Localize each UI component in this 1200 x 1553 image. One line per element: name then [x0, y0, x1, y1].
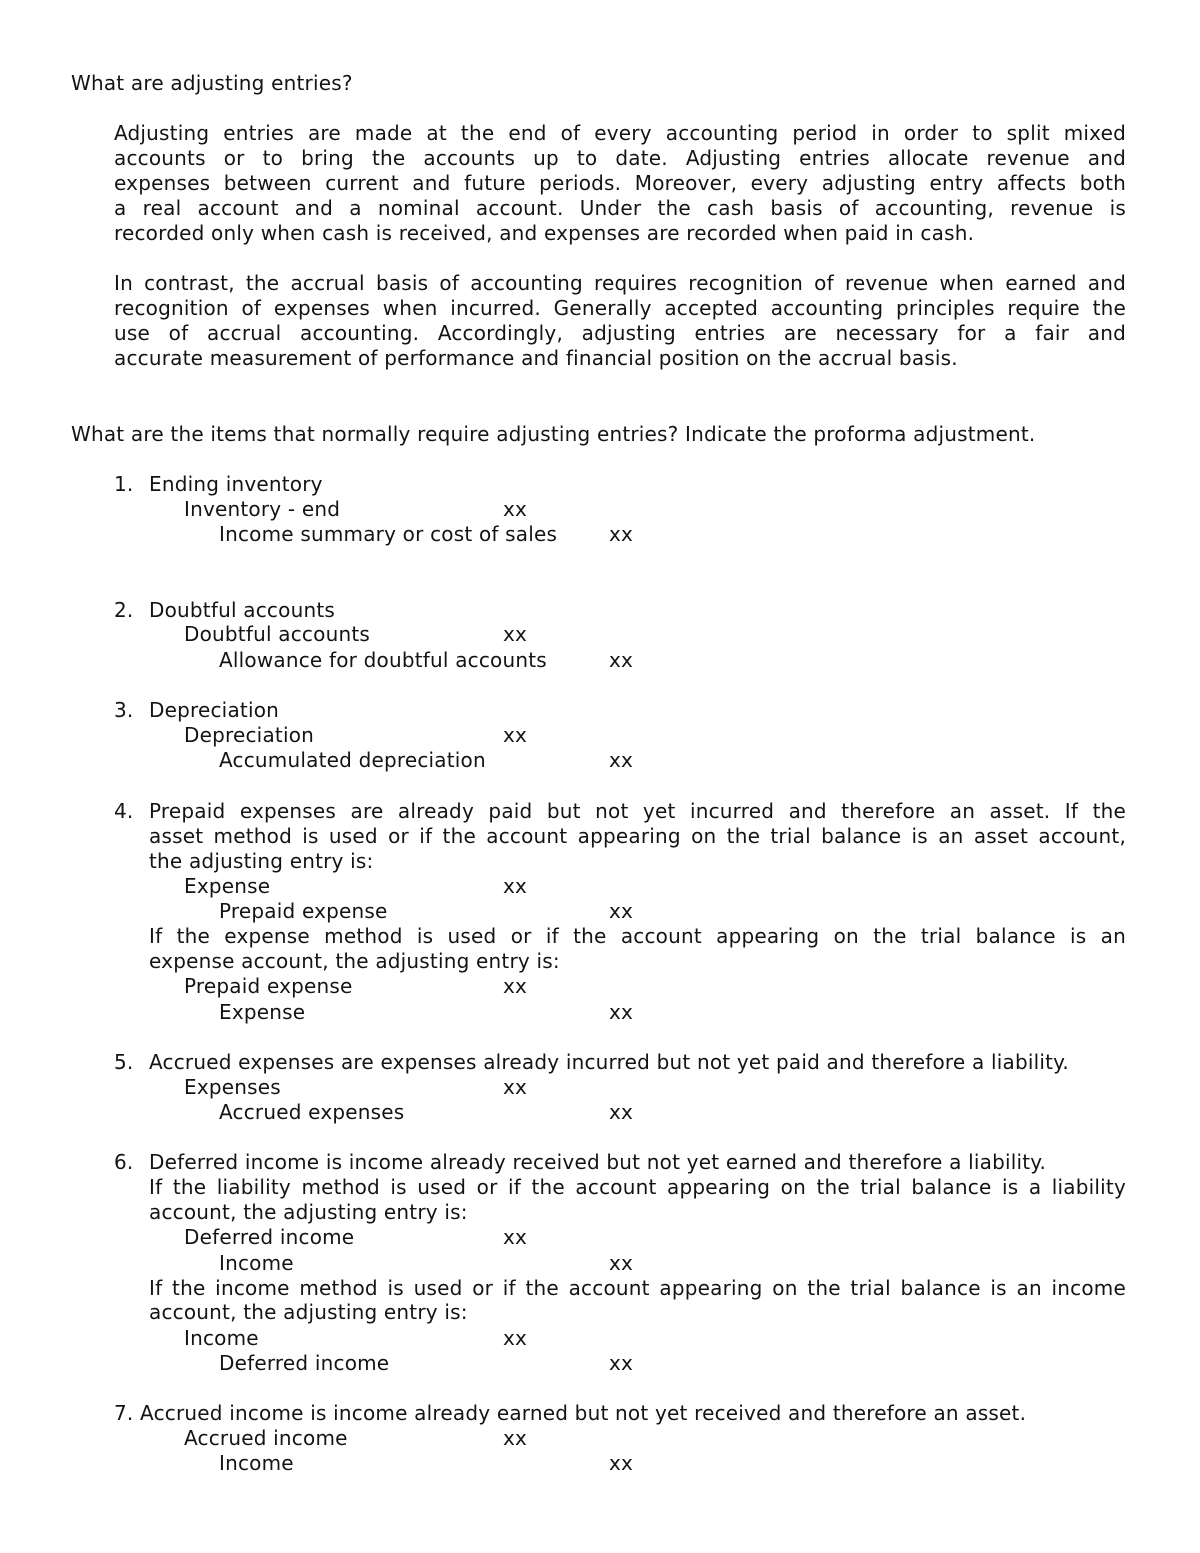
item-4-number: 4.	[114, 799, 134, 823]
item-3-debit-account: Depreciation	[184, 723, 315, 747]
paragraph-2-line: accurate measurement of performance and financial position on the accrual basis.	[114, 346, 958, 370]
item-2-number: 2.	[114, 598, 134, 622]
item-7-credit-account: Income	[219, 1451, 294, 1475]
item-7-debit-account: Accrued income	[184, 1426, 348, 1450]
item-4-text-line: asset method is used or if the account appearing on the trial balance is an asset account,	[149, 824, 1126, 848]
item-6-text-line: If the liability method is used or if the account appearing on the trial balance is a liability	[149, 1175, 1126, 1199]
paragraph-1-line: recorded only when cash is received, and expenses are recorded when paid in cash.	[114, 221, 975, 245]
paragraph-1-line: expenses between current and future periods. Moreover, every adjusting entry affects both	[114, 171, 1126, 195]
paragraph-2-line: recognition of expenses when incurred. Generally accepted accounting principles require the	[114, 296, 1126, 320]
item-5-debit-account: Expenses	[184, 1075, 281, 1099]
item-4-b-debit-amount: xx	[503, 974, 528, 998]
item-7-debit-amount: xx	[503, 1426, 528, 1450]
question-1-heading: What are adjusting entries?	[71, 71, 353, 95]
item-4-text2-line: expense account, the adjusting entry is:	[149, 949, 560, 973]
item-6-b-debit-amount: xx	[503, 1326, 528, 1350]
question-2-heading: What are the items that normally require adjusting entries? Indicate the proforma adjustment.	[71, 422, 1036, 446]
item-6-text-line: account, the adjusting entry is:	[149, 1200, 468, 1224]
item-4-a-debit-account: Expense	[184, 874, 271, 898]
item-4-text-line: Prepaid expenses are already paid but not yet incurred and therefore an asset. If the	[149, 799, 1126, 823]
item-5-text: Accrued expenses are expenses already incurred but not yet paid and therefore a liability.	[149, 1050, 1069, 1074]
item-5-number: 5.	[114, 1050, 134, 1074]
item-6-a-credit-account: Income	[219, 1251, 294, 1275]
item-3-credit-account: Accumulated depreciation	[219, 748, 486, 772]
item-7-credit-amount: xx	[609, 1451, 634, 1475]
item-4-a-credit-account: Prepaid expense	[219, 899, 388, 923]
item-4-text-line: the adjusting entry is:	[149, 849, 374, 873]
item-4-b-debit-account: Prepaid expense	[184, 974, 353, 998]
paragraph-2-line: In contrast, the accrual basis of accounting requires recognition of revenue when earned and	[114, 271, 1126, 295]
item-2-credit-account: Allowance for doubtful accounts	[219, 648, 547, 672]
item-6-a-debit-amount: xx	[503, 1225, 528, 1249]
item-4-b-credit-amount: xx	[609, 1000, 634, 1024]
item-1-debit-account: Inventory - end	[184, 497, 341, 521]
item-1-number: 1.	[114, 472, 134, 496]
paragraph-1-line: a real account and a nominal account. Under the cash basis of accounting, revenue is	[114, 196, 1126, 220]
item-6-a-debit-account: Deferred income	[184, 1225, 355, 1249]
item-6-number: 6.	[114, 1150, 134, 1174]
paragraph-1-line: Adjusting entries are made at the end of every accounting period in order to split mixed	[114, 121, 1126, 145]
item-1-debit-amount: xx	[503, 497, 528, 521]
item-5-credit-account: Accrued expenses	[219, 1100, 405, 1124]
item-2-debit-account: Doubtful accounts	[184, 622, 370, 646]
item-2-credit-amount: xx	[609, 648, 634, 672]
item-6-text-line: Deferred income is income already received but not yet earned and therefore a liability.	[149, 1150, 1047, 1174]
item-6-text2-line: If the income method is used or if the account appearing on the trial balance is an income	[149, 1276, 1126, 1300]
item-4-a-debit-amount: xx	[503, 874, 528, 898]
item-3-debit-amount: xx	[503, 723, 528, 747]
item-4-b-credit-account: Expense	[219, 1000, 306, 1024]
item-7-text: 7. Accrued income is income already earned but not yet received and therefore an asset.	[114, 1401, 1027, 1425]
item-1-title: Ending inventory	[149, 472, 323, 496]
item-2-debit-amount: xx	[503, 622, 528, 646]
paragraph-2-line: use of accrual accounting. Accordingly, adjusting entries are necessary for a fair and	[114, 321, 1126, 345]
paragraph-1-line: accounts or to bring the accounts up to date. Adjusting entries allocate revenue and	[114, 146, 1126, 170]
item-5-credit-amount: xx	[609, 1100, 634, 1124]
item-6-text2-line: account, the adjusting entry is:	[149, 1300, 468, 1324]
item-5-debit-amount: xx	[503, 1075, 528, 1099]
item-4-text2-line: If the expense method is used or if the account appearing on the trial balance is an	[149, 924, 1126, 948]
item-1-credit-amount: xx	[609, 522, 634, 546]
item-1-credit-account: Income summary or cost of sales	[219, 522, 558, 546]
item-2-title: Doubtful accounts	[149, 598, 335, 622]
item-6-b-debit-account: Income	[184, 1326, 259, 1350]
item-6-b-credit-account: Deferred income	[219, 1351, 390, 1375]
item-3-credit-amount: xx	[609, 748, 634, 772]
item-4-a-credit-amount: xx	[609, 899, 634, 923]
item-3-number: 3.	[114, 698, 134, 722]
item-6-a-credit-amount: xx	[609, 1251, 634, 1275]
item-3-title: Depreciation	[149, 698, 280, 722]
item-6-b-credit-amount: xx	[609, 1351, 634, 1375]
